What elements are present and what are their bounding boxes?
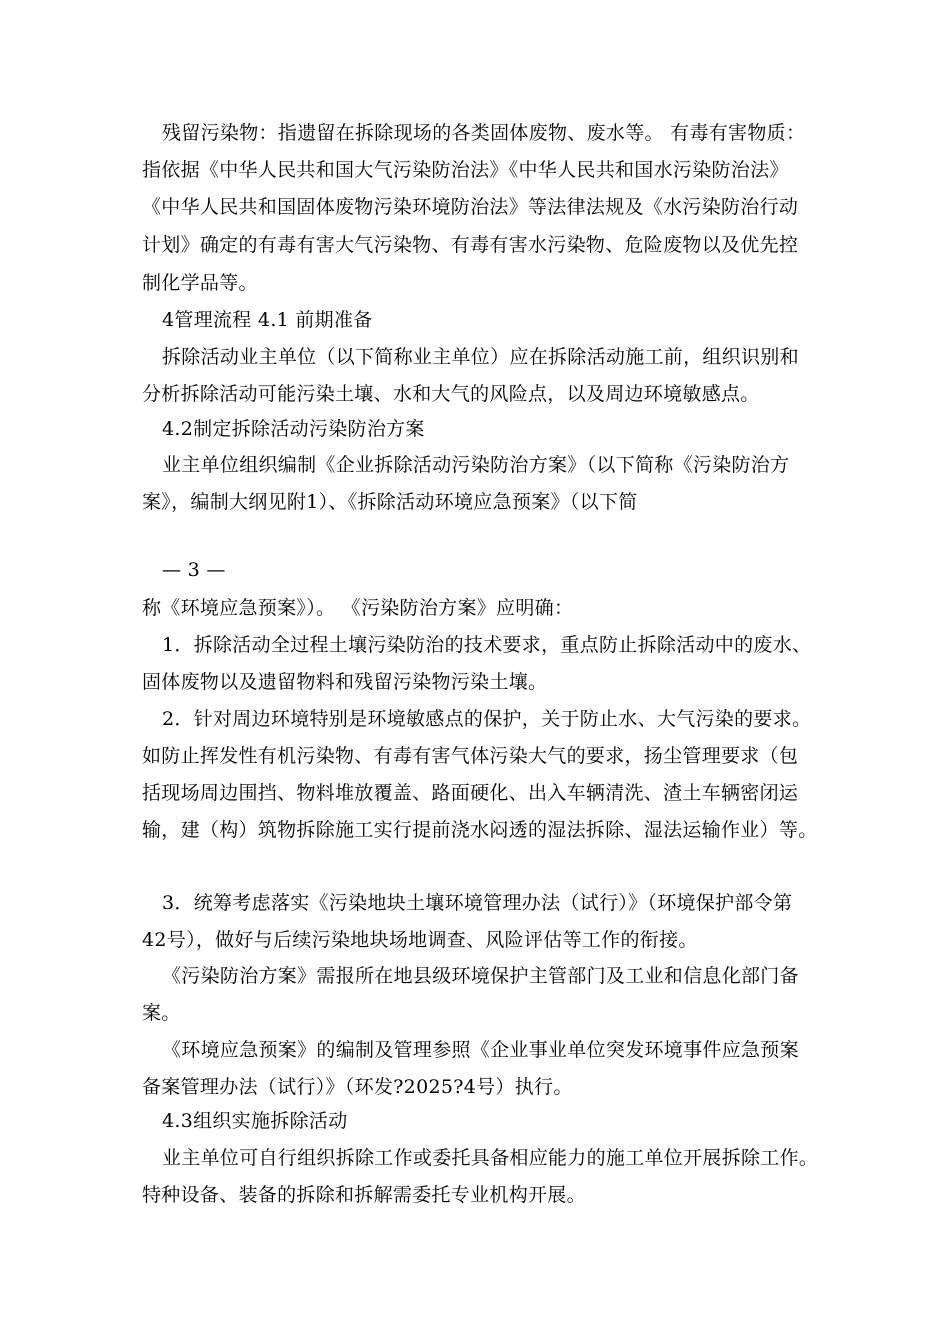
paragraph-line: 称《环境应急预案》）。 《污染防治方案》应明确： <box>142 597 574 619</box>
list-item: 3．统筹考虑落实《污染地块土壤环境管理办法（试行）》（环境保护部令第 <box>162 892 793 914</box>
paragraph-line: 如防止挥发性有机污染物、有毒有害气体污染大气的要求，扬尘管理要求（包 <box>142 745 799 767</box>
paragraph-line: 《环境应急预案》的编制及管理参照《企业事业单位突发环境事件应急预案 <box>162 1039 799 1061</box>
paragraph-line: 《中华人民共和国固体废物污染环境防治法》等法律法规及《水污染防治行动 <box>142 196 799 218</box>
paragraph-line: 输，建（构）筑物拆除施工实行提前浇水闷透的湿法拆除、湿法运输作业）等。 <box>142 819 818 841</box>
paragraph-line: 指依据《中华人民共和国大气污染防治法》《中华人民共和国水污染防治法》 <box>142 159 789 181</box>
list-item: 1．拆除活动全过程土壤污染防治的技术要求，重点防止拆除活动中的废水、 <box>162 634 812 656</box>
page-number: — 3 — <box>162 559 226 581</box>
section-heading: 4.2制定拆除活动污染防治方案 <box>162 418 425 440</box>
paragraph-line: 残留污染物：指遗留在拆除现场的各类固体废物、废水等。 有毒有害物质： <box>162 122 806 144</box>
paragraph-line: 分析拆除活动可能污染土壤、水和大气的风险点，以及周边环境敏感点。 <box>142 383 760 405</box>
paragraph-line: 案。 <box>142 1002 181 1024</box>
paragraph-line: 特种设备、装备的拆除和拆解需委托专业机构开展。 <box>142 1184 586 1206</box>
paragraph-line: 备案管理办法（试行）》（环发?2025?4号）执行。 <box>142 1076 573 1098</box>
paragraph-line: 制化学品等。 <box>142 272 258 294</box>
list-item: 2．针对周边环境特别是环境敏感点的保护，关于防止水、大气污染的要求。 <box>162 708 812 730</box>
paragraph-line: 业主单位可自行组织拆除工作或委托具备相应能力的施工单位开展拆除工作。 <box>162 1147 819 1169</box>
paragraph-line: 括现场周边围挡、物料堆放覆盖、路面硬化、出入车辆清洗、渣土车辆密闭运 <box>142 782 799 804</box>
paragraph-line: 42号），做好与后续污染地块场地调查、风险评估等工作的衔接。 <box>142 929 698 951</box>
paragraph-line: 固体废物以及遗留物料和残留污染物污染土壤。 <box>142 671 548 693</box>
paragraph-line: 拆除活动业主单位（以下简称业主单位）应在拆除活动施工前，组织识别和 <box>162 346 799 368</box>
section-heading: 4管理流程 4.1 前期准备 <box>162 309 373 331</box>
paragraph-line: 案》，编制大纲见附1）、《拆除活动环境应急预案》（以下简 <box>142 491 638 513</box>
paragraph-line: 业主单位组织编制《企业拆除活动污染防治方案》（以下简称《污染防治方 <box>162 454 790 476</box>
paragraph-line: 《污染防治方案》需报所在地县级环境保护主管部门及工业和信息化部门备 <box>162 965 799 987</box>
section-heading: 4.3组织实施拆除活动 <box>162 1110 348 1132</box>
paragraph-line: 计划》确定的有毒有害大气污染物、有毒有害水污染物、危险废物以及优先控 <box>142 234 799 256</box>
